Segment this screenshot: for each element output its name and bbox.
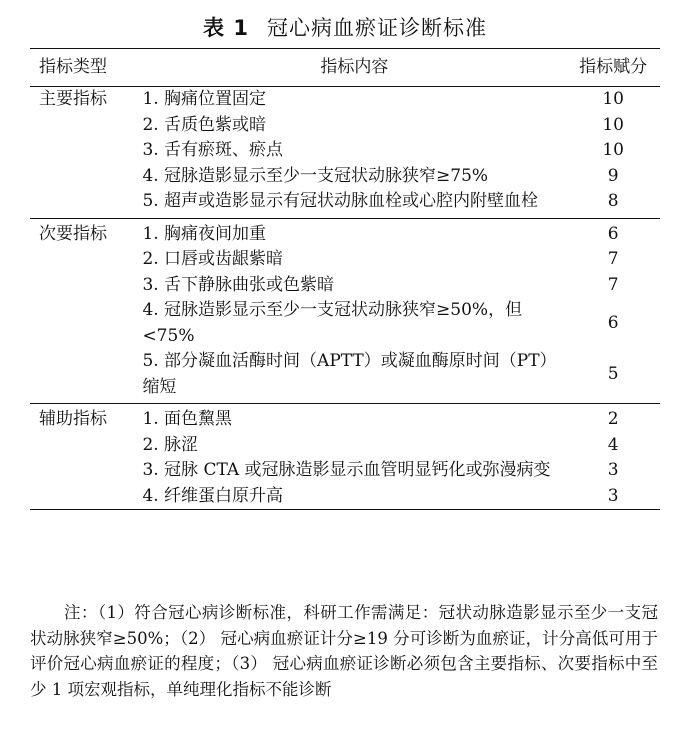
empty-type-cell bbox=[30, 349, 142, 404]
criterion-score-cell: 6 bbox=[607, 312, 619, 333]
criterion-content-cell: 2. 舌质色紫或暗 bbox=[142, 114, 267, 135]
diagnostic-criteria-table bbox=[30, 48, 660, 510]
table-row bbox=[30, 87, 660, 113]
criterion-content-cell: 2. 脉涩 bbox=[142, 434, 199, 455]
table-note: 注：（1）符合冠心病诊断标准，科研工作需满足：冠状动脉造影显示至少一支冠状动脉狭窄≥50%；（2） 冠心病血瘀证计分≥19 分可诊断为血瘀证，计分高低可用于评价冠心病血瘀证的程度；（3） 冠心病血瘀证诊断必须包含主要指标、次要指标中至少 1 项宏观指标，单纯理化指标不能诊断 bbox=[30, 603, 658, 699]
table-row bbox=[30, 484, 660, 510]
empty-type-cell bbox=[30, 113, 142, 139]
criterion-score-cell: 10 bbox=[602, 89, 624, 109]
table-row bbox=[30, 273, 660, 299]
empty-type-cell bbox=[30, 458, 142, 484]
criterion-score-cell: 4 bbox=[607, 434, 619, 455]
criterion-score-cell: 5 bbox=[566, 349, 660, 404]
table-title bbox=[0, 12, 690, 42]
criterion-score-cell: 2 bbox=[607, 409, 619, 429]
table-row bbox=[30, 298, 660, 349]
table-row bbox=[30, 458, 660, 484]
criterion-score-cell: 6 bbox=[607, 223, 619, 244]
criterion-content-cell: 1. 胸痛夜间加重 bbox=[142, 223, 267, 244]
empty-type-cell bbox=[30, 433, 142, 459]
criterion-score-cell: 3 bbox=[607, 460, 619, 480]
header-content: 指标内容 bbox=[142, 49, 566, 87]
criterion-content-cell: 4. 冠脉造影显示至少一支冠状动脉狭窄≥50%，但<75% bbox=[142, 300, 523, 346]
empty-type-cell bbox=[30, 484, 142, 510]
criterion-score-cell: 7 bbox=[607, 249, 619, 269]
empty-type-cell bbox=[30, 189, 142, 218]
criterion-content-cell: 5. 部分凝血活酶时间（APTT）或凝血酶原时间（PT）缩短 bbox=[142, 349, 566, 404]
table-row bbox=[30, 247, 660, 273]
table-row bbox=[30, 138, 660, 164]
table-number: 表 1 bbox=[203, 16, 249, 40]
criterion-content-cell: 3. 舌下静脉曲张或色紫暗 bbox=[142, 274, 335, 295]
criterion-content-cell: 5. 超声或造影显示有冠状动脉血栓或心腔内附壁血栓 bbox=[142, 189, 566, 218]
table-row bbox=[30, 113, 660, 139]
criterion-content-cell: 4. 纤维蛋白原升高 bbox=[142, 484, 566, 510]
section-type-cell: 次要指标 bbox=[39, 223, 107, 244]
criterion-score-cell: 7 bbox=[607, 274, 619, 295]
empty-type-cell bbox=[30, 298, 142, 349]
header-score: 指标赋分 bbox=[566, 49, 660, 87]
table-row bbox=[30, 404, 660, 433]
criterion-score-cell: 8 bbox=[566, 189, 660, 218]
table-title-text: 冠心病血瘀证诊断标准 bbox=[266, 16, 487, 40]
header-type: 指标类型 bbox=[30, 49, 142, 87]
empty-type-cell bbox=[30, 164, 142, 190]
criterion-score-cell: 10 bbox=[602, 140, 624, 160]
criterion-content-cell: 3. 舌有瘀斑、瘀点 bbox=[142, 140, 284, 160]
criterion-content-cell: 1. 面色黧黑 bbox=[142, 409, 233, 429]
empty-type-cell bbox=[30, 138, 142, 164]
table-row bbox=[30, 189, 660, 218]
empty-type-cell bbox=[30, 273, 142, 299]
table-header-row bbox=[30, 49, 660, 87]
criterion-content-cell: 4. 冠脉造影显示至少一支冠状动脉狭窄≥75% bbox=[142, 165, 489, 186]
table-row bbox=[30, 349, 660, 404]
criterion-score-cell: 9 bbox=[607, 165, 619, 186]
table-row bbox=[30, 218, 660, 247]
table-row bbox=[30, 164, 660, 190]
section-type-cell: 主要指标 bbox=[39, 89, 107, 109]
section-type-cell: 辅助指标 bbox=[39, 409, 107, 429]
criterion-content-cell: 2. 口唇或齿龈紫暗 bbox=[142, 249, 284, 269]
criterion-content-cell: 3. 冠脉 CTA 或冠脉造影显示血管明显钙化或弥漫病变 bbox=[142, 460, 551, 480]
table-body bbox=[30, 87, 660, 510]
criterion-content-cell: 1. 胸痛位置固定 bbox=[142, 89, 267, 109]
criterion-score-cell: 3 bbox=[566, 484, 660, 510]
criterion-score-cell: 10 bbox=[602, 114, 624, 135]
empty-type-cell bbox=[30, 247, 142, 273]
table-row bbox=[30, 433, 660, 459]
